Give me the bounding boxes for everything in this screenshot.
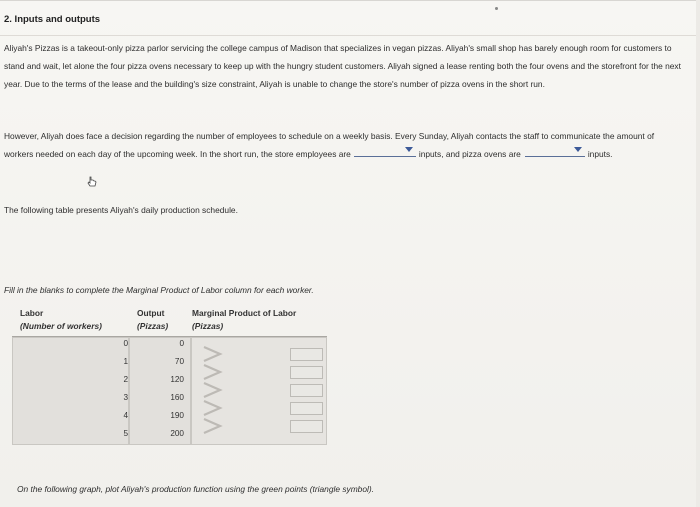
labor-header-label: Labor [20,308,44,318]
mpl-header-label: Marginal Product of Labor [192,308,297,318]
table-instructions: Fill in the blanks to complete the Marginal Product of Labor column for each worker. [4,285,314,295]
table-intro-text: The following table presents Aliyah's daily production schedule. [4,205,238,215]
mpl-input[interactable] [290,402,323,415]
chevron-right-icon [202,381,224,399]
labor-cell: 5 [123,429,128,438]
decision-text-b: inputs, and pizza ovens are [418,149,521,159]
output-cell: 120 [170,375,184,384]
intro-paragraph: Aliyah's Pizzas is a takeout-only pizza parlor servicing the college campus of Madison that specializes in vegan pizzas. Aliyah's small shop has barely enough room for customers to stand and wait, let alone the four pizza ovens necessary to keep up with the hungry student customers. Aliyah signed a lease renting both the four ovens and the storefront for the next year. Due to the terms of the lease and the building's size constraint, Aliyah is unable to change the store's number of pizza ovens in the short run. [4,43,681,89]
ovens-input-type-dropdown[interactable] [525,146,585,157]
caret-down-icon [574,147,582,152]
mpl-input[interactable] [290,420,323,433]
output-header [137,307,168,333]
output-cell: 190 [170,411,184,420]
labor-cell: 1 [123,357,128,366]
production-table [12,305,327,445]
status-dot [495,7,498,10]
labor-cell: 3 [123,393,128,402]
output-cell: 200 [170,429,184,438]
mpl-input[interactable] [290,366,323,379]
mpl-input[interactable] [290,384,323,397]
mpl-header [192,307,296,333]
chevron-right-icon [202,417,224,435]
question-header [0,0,700,36]
decision-paragraph [4,127,684,163]
employees-input-type-dropdown[interactable] [354,146,416,157]
mpl-header-sub: (Pizzas) [192,321,224,331]
decision-text-c: inputs. [587,149,613,159]
labor-header-sub: (Number of workers) [20,321,102,331]
mpl-input[interactable] [290,348,323,361]
chevron-right-icon [202,399,224,417]
chevron-right-icon [202,363,224,381]
chevron-right-icon [202,345,224,363]
output-cell: 0 [179,339,184,348]
question-title: 2. Inputs and outputs [4,14,101,25]
labor-header [20,307,102,333]
caret-down-icon [405,147,413,152]
scrollbar-track[interactable] [696,0,700,507]
output-cell: 160 [170,393,184,402]
output-cell: 70 [174,357,184,366]
graph-instructions: On the following graph, plot Aliyah's production function using the green points (triangle symbol). [17,484,374,494]
output-header-sub: (Pizzas) [137,321,169,331]
hand-pointer-icon [86,176,98,188]
labor-cell: 0 [123,339,128,348]
output-header-label: Output [137,308,165,318]
labor-cell: 4 [123,411,128,420]
decision-text-a: However, Aliyah does face a decision regarding the number of employees to schedule on a weekly basis. Every Sunday, Aliyah contacts the staff to communicate the amount of workers needed on each day of the upcoming week. In the short run, the store employees are [4,131,655,159]
labor-cell: 2 [123,375,128,384]
